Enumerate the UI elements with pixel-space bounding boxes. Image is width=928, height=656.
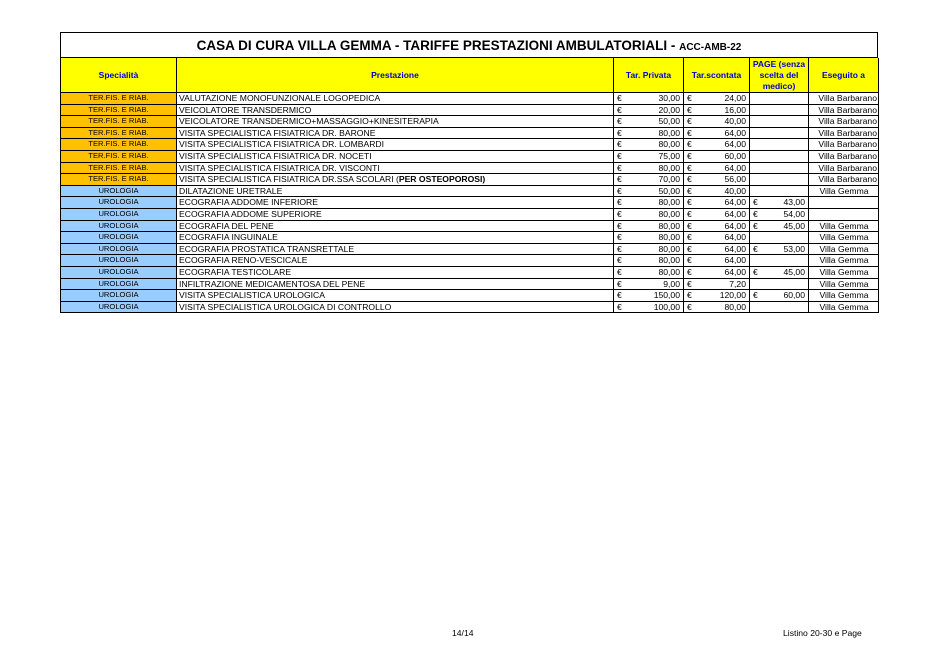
page-cell: [750, 290, 809, 302]
page-cell: [750, 127, 809, 139]
tar-privata-cell-value: 80,00: [658, 255, 680, 266]
page-cell: [750, 232, 809, 244]
currency-symbol: €: [687, 127, 692, 138]
currency-symbol: €: [687, 220, 692, 231]
eseguito-cell: Villa Gemma: [809, 301, 879, 313]
tar-privata-cell-value: 100,00: [653, 301, 680, 312]
tar-privata-cell-value: 9,00: [663, 278, 680, 289]
eseguito-cell: Villa Gemma: [809, 243, 879, 255]
tar-privata-cell: [614, 197, 684, 209]
currency-symbol: €: [617, 127, 622, 138]
tar-scontata-cell: [684, 127, 750, 139]
page-cell: [750, 220, 809, 232]
specialita-cell: UROLOGIA: [61, 185, 177, 197]
prestazione-text: VISITA SPECIALISTICA FISIATRICA DR. NOCETI: [179, 150, 372, 161]
eseguito-cell: Villa Barbarano: [809, 139, 879, 151]
prestazione-cell: [177, 150, 614, 162]
currency-symbol: €: [617, 150, 622, 161]
tar-privata-cell: [614, 185, 684, 197]
page-cell: [750, 93, 809, 105]
tar-scontata-cell: [684, 243, 750, 255]
prestazione-text: ECOGRAFIA RENO-VESCICALE: [179, 255, 308, 266]
prestazione-text: ECOGRAFIA DEL PENE: [179, 220, 274, 231]
page-cell: [750, 185, 809, 197]
tar-scontata-cell-value: 24,00: [724, 93, 746, 103]
tar-privata-cell: [614, 301, 684, 313]
tar-scontata-cell-value: 64,00: [724, 208, 746, 219]
prestazione-text: VISITA SPECIALISTICA UROLOGICA: [179, 290, 325, 301]
tar-scontata-cell: [684, 266, 750, 278]
header-row: [61, 58, 879, 93]
eseguito-cell: [809, 208, 879, 220]
tar-scontata-cell-value: 64,00: [724, 243, 746, 254]
page-cell-value: 43,00: [783, 197, 805, 208]
currency-symbol: €: [753, 197, 758, 208]
header-tar-privata: Tar. Privata: [614, 58, 684, 93]
tar-scontata-cell: [684, 104, 750, 116]
prestazione-text: VISITA SPECIALISTICA FISIATRICA DR. BARONE: [179, 127, 376, 138]
prestazione-cell: [177, 220, 614, 232]
table-row: [61, 232, 879, 244]
currency-symbol: €: [617, 278, 622, 289]
currency-symbol: €: [753, 266, 758, 277]
currency-symbol: €: [687, 255, 692, 266]
currency-symbol: €: [687, 93, 692, 103]
title-code: ACC-AMB-22: [679, 42, 742, 53]
table-row: [61, 208, 879, 220]
page-cell: [750, 278, 809, 290]
currency-symbol: €: [687, 104, 692, 115]
tar-privata-cell: [614, 93, 684, 105]
table-row: [61, 185, 879, 197]
tar-privata-cell: [614, 266, 684, 278]
tar-privata-cell: [614, 255, 684, 267]
tar-scontata-cell: [684, 197, 750, 209]
tar-scontata-cell: [684, 93, 750, 105]
tar-privata-cell: [614, 220, 684, 232]
table-row: [61, 127, 879, 139]
tar-privata-cell-value: 80,00: [658, 232, 680, 243]
currency-symbol: €: [687, 301, 692, 312]
currency-symbol: €: [617, 174, 622, 185]
prestazione-cell: [177, 278, 614, 290]
page-cell: [750, 197, 809, 209]
table-row: [61, 197, 879, 209]
tar-scontata-cell: [684, 116, 750, 128]
table-row: [61, 290, 879, 302]
specialita-cell: TER.FIS. E RIAB.: [61, 174, 177, 186]
page-cell-value: 54,00: [783, 208, 805, 219]
specialita-cell: UROLOGIA: [61, 232, 177, 244]
currency-symbol: €: [617, 139, 622, 150]
tariff-table: [60, 58, 879, 313]
tar-privata-cell: [614, 278, 684, 290]
tar-scontata-cell-value: 60,00: [724, 150, 746, 161]
tar-privata-cell: [614, 104, 684, 116]
specialita-cell: TER.FIS. E RIAB.: [61, 127, 177, 139]
page-cell: [750, 139, 809, 151]
prestazione-text: ECOGRAFIA INGUINALE: [179, 232, 278, 243]
prestazione-cell: [177, 139, 614, 151]
table-row: [61, 174, 879, 186]
tar-scontata-cell: [684, 185, 750, 197]
page-cell-value: 45,00: [783, 266, 805, 277]
eseguito-cell: Villa Gemma: [809, 232, 879, 244]
currency-symbol: €: [687, 278, 692, 289]
eseguito-cell: Villa Gemma: [809, 185, 879, 197]
price-list-sheet: [60, 32, 878, 313]
currency-symbol: €: [687, 185, 692, 196]
prestazione-cell: [177, 162, 614, 174]
header-specialita: Specialità: [61, 58, 177, 93]
page-cell: [750, 255, 809, 267]
currency-symbol: €: [687, 290, 692, 301]
currency-symbol: €: [617, 255, 622, 266]
specialita-cell: TER.FIS. E RIAB.: [61, 162, 177, 174]
tar-scontata-cell-value: 64,00: [724, 255, 746, 266]
table-row: [61, 104, 879, 116]
currency-symbol: €: [617, 290, 622, 301]
tar-privata-cell-value: 20,00: [658, 104, 680, 115]
header-prestazione: Prestazione: [177, 58, 614, 93]
prestazione-cell: [177, 243, 614, 255]
page-number: 14/14: [452, 628, 474, 638]
prestazione-cell: [177, 266, 614, 278]
currency-symbol: €: [617, 301, 622, 312]
prestazione-cell: [177, 127, 614, 139]
prestazione-cell: [177, 197, 614, 209]
currency-symbol: €: [687, 116, 692, 127]
prestazione-text: VISITA SPECIALISTICA FISIATRICA DR.SSA SCOLARI (: [179, 174, 399, 185]
tar-privata-cell: [614, 232, 684, 244]
specialita-cell: UROLOGIA: [61, 278, 177, 290]
prestazione-text: ECOGRAFIA TESTICOLARE: [179, 266, 292, 277]
eseguito-cell: Villa Barbarano: [809, 116, 879, 128]
tar-scontata-cell-value: 120,00: [719, 290, 746, 301]
prestazione-text: ECOGRAFIA ADDOME INFERIORE: [179, 197, 318, 208]
tar-scontata-cell-value: 64,00: [724, 139, 746, 150]
currency-symbol: €: [687, 208, 692, 219]
specialita-cell: UROLOGIA: [61, 243, 177, 255]
tar-privata-cell-value: 70,00: [658, 174, 680, 185]
prestazione-cell: [177, 104, 614, 116]
tar-privata-cell: [614, 162, 684, 174]
prestazione-text: ECOGRAFIA PROSTATICA TRANSRETTALE: [179, 243, 355, 254]
tar-scontata-cell-value: 16,00: [724, 104, 746, 115]
header-page: PAGE (senza scelta del medico): [750, 58, 809, 93]
tar-scontata-cell: [684, 232, 750, 244]
currency-symbol: €: [687, 162, 692, 173]
tar-scontata-cell: [684, 290, 750, 302]
prestazione-cell: [177, 290, 614, 302]
tar-scontata-cell-value: 40,00: [724, 116, 746, 127]
tar-privata-cell: [614, 139, 684, 151]
table-row: [61, 139, 879, 151]
tar-privata-cell-value: 150,00: [653, 290, 680, 301]
table-row: [61, 301, 879, 313]
specialita-cell: UROLOGIA: [61, 208, 177, 220]
tar-privata-cell: [614, 116, 684, 128]
currency-symbol: €: [753, 243, 758, 254]
table-row: [61, 220, 879, 232]
tar-scontata-cell: [684, 278, 750, 290]
prestazione-text: VEICOLATORE TRANSDERMICO: [179, 104, 312, 115]
tar-scontata-cell: [684, 162, 750, 174]
prestazione-text: VEICOLATORE TRANSDERMICO+MASSAGGIO+KINESITERAPIA: [179, 116, 439, 127]
specialita-cell: TER.FIS. E RIAB.: [61, 116, 177, 128]
page-cell-value: 53,00: [783, 243, 805, 254]
eseguito-cell: [809, 197, 879, 209]
prestazione-text: VISITA SPECIALISTICA FISIATRICA DR. LOMBARDI: [179, 139, 385, 150]
header-eseguito: Eseguito a: [809, 58, 879, 93]
currency-symbol: €: [617, 197, 622, 208]
tar-scontata-cell-value: 64,00: [724, 127, 746, 138]
tar-scontata-cell-value: 64,00: [724, 220, 746, 231]
tar-privata-cell-value: 30,00: [658, 93, 680, 103]
table-row: [61, 116, 879, 128]
tar-privata-cell-value: 80,00: [658, 266, 680, 277]
table-row: [61, 150, 879, 162]
currency-symbol: €: [687, 243, 692, 254]
eseguito-cell: Villa Gemma: [809, 266, 879, 278]
tar-privata-cell-value: 50,00: [658, 116, 680, 127]
prestazione-text: DILATAZIONE URETRALE: [179, 185, 283, 196]
eseguito-cell: Villa Barbarano: [809, 127, 879, 139]
tar-scontata-cell-value: 7,20: [729, 278, 746, 289]
currency-symbol: €: [753, 220, 758, 231]
specialita-cell: UROLOGIA: [61, 197, 177, 209]
specialita-cell: TER.FIS. E RIAB.: [61, 150, 177, 162]
tar-scontata-cell: [684, 208, 750, 220]
tar-scontata-cell: [684, 255, 750, 267]
tar-scontata-cell-value: 80,00: [724, 301, 746, 312]
tar-scontata-cell-value: 64,00: [724, 232, 746, 243]
currency-symbol: €: [687, 266, 692, 277]
page-cell: [750, 116, 809, 128]
table-row: [61, 93, 879, 105]
eseguito-cell: Villa Gemma: [809, 278, 879, 290]
tar-privata-cell-value: 80,00: [658, 208, 680, 219]
prestazione-cell: [177, 185, 614, 197]
currency-symbol: €: [687, 139, 692, 150]
page-cell: [750, 301, 809, 313]
tar-scontata-cell-value: 64,00: [724, 197, 746, 208]
specialita-cell: TER.FIS. E RIAB.: [61, 93, 177, 105]
tar-privata-cell-value: 80,00: [658, 197, 680, 208]
specialita-cell: UROLOGIA: [61, 220, 177, 232]
prestazione-bold-text: PER OSTEOPOROSI): [398, 174, 486, 185]
tar-privata-cell: [614, 208, 684, 220]
currency-symbol: €: [617, 104, 622, 115]
tar-scontata-cell-value: 64,00: [724, 162, 746, 173]
page-cell: [750, 266, 809, 278]
tar-privata-cell-value: 75,00: [658, 150, 680, 161]
table-body: [61, 93, 879, 313]
page-cell: [750, 243, 809, 255]
title-main: CASA DI CURA VILLA GEMMA - TARIFFE PRESTAZIONI AMBULATORIALI -: [196, 38, 680, 53]
table-row: [61, 162, 879, 174]
tar-privata-cell: [614, 127, 684, 139]
tar-scontata-cell: [684, 301, 750, 313]
page-cell-value: 60,00: [783, 290, 805, 301]
currency-symbol: €: [617, 232, 622, 243]
prestazione-text: VISITA SPECIALISTICA UROLOGICA DI CONTROLLO: [179, 301, 392, 312]
page-cell: [750, 150, 809, 162]
eseguito-cell: Villa Barbarano: [809, 104, 879, 116]
prestazione-cell: [177, 255, 614, 267]
header-tar-scontata: Tar.scontata: [684, 58, 750, 93]
specialita-cell: TER.FIS. E RIAB.: [61, 139, 177, 151]
currency-symbol: €: [617, 185, 622, 196]
tar-privata-cell-value: 80,00: [658, 162, 680, 173]
eseguito-cell: Villa Gemma: [809, 220, 879, 232]
eseguito-cell: Villa Barbarano: [809, 162, 879, 174]
eseguito-cell: Villa Gemma: [809, 255, 879, 267]
eseguito-cell: Villa Barbarano: [809, 93, 879, 105]
page-cell: [750, 162, 809, 174]
table-row: [61, 243, 879, 255]
tar-privata-cell: [614, 243, 684, 255]
table-row: [61, 255, 879, 267]
tar-privata-cell: [614, 290, 684, 302]
tar-scontata-cell: [684, 139, 750, 151]
prestazione-cell: [177, 301, 614, 313]
document-title: [60, 32, 878, 58]
prestazione-cell: [177, 208, 614, 220]
currency-symbol: €: [753, 290, 758, 301]
currency-symbol: €: [753, 208, 758, 219]
currency-symbol: €: [617, 208, 622, 219]
eseguito-cell: Villa Barbarano: [809, 174, 879, 186]
prestazione-cell: [177, 174, 614, 186]
eseguito-cell: Villa Barbarano: [809, 150, 879, 162]
tar-privata-cell: [614, 150, 684, 162]
prestazione-cell: [177, 232, 614, 244]
tar-privata-cell-value: 80,00: [658, 220, 680, 231]
currency-symbol: €: [617, 162, 622, 173]
prestazione-text: VALUTAZIONE MONOFUNZIONALE LOGOPEDICA: [179, 93, 381, 103]
table-row: [61, 266, 879, 278]
tar-scontata-cell-value: 64,00: [724, 266, 746, 277]
prestazione-text: INFILTRAZIONE MEDICAMENTOSA DEL PENE: [179, 278, 366, 289]
tar-scontata-cell-value: 40,00: [724, 185, 746, 196]
currency-symbol: €: [687, 197, 692, 208]
tar-privata-cell-value: 80,00: [658, 139, 680, 150]
page-cell: [750, 104, 809, 116]
listino-label: Listino 20-30 e Page: [783, 628, 862, 638]
specialita-cell: UROLOGIA: [61, 301, 177, 313]
specialita-cell: TER.FIS. E RIAB.: [61, 104, 177, 116]
currency-symbol: €: [617, 266, 622, 277]
tar-privata-cell-value: 80,00: [658, 243, 680, 254]
prestazione-cell: [177, 116, 614, 128]
table-row: [61, 278, 879, 290]
page-cell: [750, 208, 809, 220]
prestazione-cell: [177, 93, 614, 105]
currency-symbol: €: [687, 150, 692, 161]
specialita-cell: UROLOGIA: [61, 266, 177, 278]
prestazione-text: ECOGRAFIA ADDOME SUPERIORE: [179, 208, 322, 219]
currency-symbol: €: [617, 243, 622, 254]
specialita-cell: UROLOGIA: [61, 255, 177, 267]
specialita-cell: UROLOGIA: [61, 290, 177, 302]
currency-symbol: €: [687, 232, 692, 243]
tar-privata-cell-value: 50,00: [658, 185, 680, 196]
tar-scontata-cell: [684, 150, 750, 162]
tar-privata-cell-value: 80,00: [658, 127, 680, 138]
currency-symbol: €: [687, 174, 692, 185]
tar-privata-cell: [614, 174, 684, 186]
currency-symbol: €: [617, 220, 622, 231]
tar-scontata-cell: [684, 174, 750, 186]
tar-scontata-cell-value: 56,00: [724, 174, 746, 185]
prestazione-text: VISITA SPECIALISTICA FISIATRICA DR. VISCONTI: [179, 162, 380, 173]
eseguito-cell: Villa Gemma: [809, 290, 879, 302]
page-cell: [750, 174, 809, 186]
tar-scontata-cell: [684, 220, 750, 232]
currency-symbol: €: [617, 93, 622, 103]
page-cell-value: 45,00: [783, 220, 805, 231]
currency-symbol: €: [617, 116, 622, 127]
